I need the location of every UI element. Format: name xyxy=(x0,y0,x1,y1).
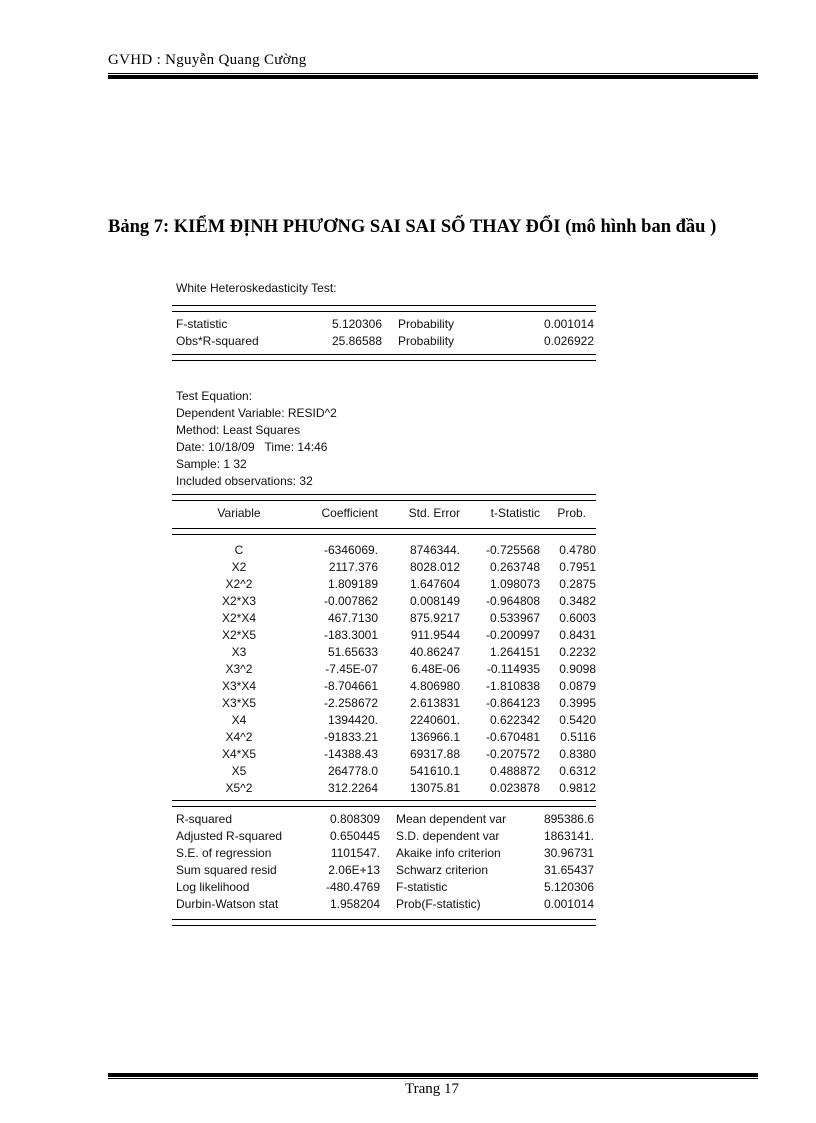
variable-cell: X2*X5 xyxy=(221,628,257,642)
summary-label-right: Prob(F-statistic) xyxy=(396,897,481,911)
prob-cell: 0.0879 xyxy=(559,679,596,693)
test-statistics xyxy=(172,316,596,350)
prob-cell: 0.5116 xyxy=(560,730,596,744)
summary-label: Adjusted R-squared xyxy=(176,829,283,843)
t-statistic-cell: -0.670481 xyxy=(485,730,540,744)
std-error-cell: 8028.012 xyxy=(409,560,460,574)
stat-row xyxy=(172,333,596,350)
variable-cell: X3 xyxy=(231,645,247,659)
coefficient-cell: -8.704661 xyxy=(323,679,378,693)
header-rule xyxy=(108,73,758,79)
summary-value: -480.4769 xyxy=(325,880,380,894)
summary-row xyxy=(172,896,596,913)
t-statistic-cell: -0.200997 xyxy=(485,628,540,642)
t-statistic-cell: 0.263748 xyxy=(489,560,540,574)
double-rule xyxy=(172,528,596,535)
std-error-cell: 4.806980 xyxy=(409,679,460,693)
t-statistic-cell: -0.864123 xyxy=(485,696,540,710)
t-statistic-cell: 1.264151 xyxy=(489,645,540,659)
summary-label: Sum squared resid xyxy=(176,863,277,877)
prob-cell: 0.6312 xyxy=(559,764,596,778)
info-test-equation: Test Equation: xyxy=(176,389,253,403)
summary-row xyxy=(172,862,596,879)
prob-label: Probability xyxy=(398,317,455,331)
t-statistic-cell: 0.622342 xyxy=(489,713,540,727)
std-error-cell: 0.008149 xyxy=(409,594,460,608)
prob-cell: 0.3482 xyxy=(559,594,596,608)
table-row xyxy=(172,627,596,644)
prob-cell: 0.8380 xyxy=(559,747,596,761)
table-row xyxy=(172,678,596,695)
coefficient-cell: -7.45E-07 xyxy=(325,662,378,676)
summary-row xyxy=(172,879,596,896)
variable-cell: X3*X4 xyxy=(221,679,257,693)
coefficient-cell: 1394420. xyxy=(327,713,378,727)
table-row xyxy=(172,746,596,763)
summary-value-right: 1863141. xyxy=(543,829,594,843)
page-number: Trang 17 xyxy=(404,1081,460,1097)
prob-cell: 0.7951 xyxy=(559,560,596,574)
info-dependent-variable: Dependent Variable: RESID^2 xyxy=(176,406,337,420)
t-statistic-cell: -0.207572 xyxy=(485,747,540,761)
t-statistic-cell: 0.023878 xyxy=(489,781,540,795)
prob-cell: 0.6003 xyxy=(559,611,596,625)
summary-row xyxy=(172,845,596,862)
prob-value: 0.001014 xyxy=(543,317,594,331)
prob-cell: 0.9812 xyxy=(559,781,596,795)
variable-cell: X2 xyxy=(231,560,247,574)
t-statistic-cell: -1.810838 xyxy=(485,679,540,693)
table-row xyxy=(172,763,596,780)
variable-cell: X4^2 xyxy=(225,730,253,744)
coefficient-header xyxy=(172,505,596,522)
summary-label-right: Schwarz criterion xyxy=(396,863,489,877)
regression-summary xyxy=(172,811,596,913)
summary-label: Log likelihood xyxy=(176,880,250,894)
col-std-error: Std. Error xyxy=(408,506,460,520)
eviews-output xyxy=(172,280,596,926)
table-row xyxy=(172,610,596,627)
info-sample: Sample: 1 32 xyxy=(176,457,247,471)
variable-cell: X2*X3 xyxy=(221,594,257,608)
variable-cell: X2^2 xyxy=(225,577,253,591)
summary-value-right: 895386.6 xyxy=(543,812,594,826)
double-rule xyxy=(172,919,596,926)
stat-label: Obs*R-squared xyxy=(176,334,259,348)
std-error-cell: 69317.88 xyxy=(409,747,460,761)
summary-value-right: 0.001014 xyxy=(543,897,594,911)
summary-value: 2.06E+13 xyxy=(328,863,380,877)
footer-rule xyxy=(108,1073,758,1079)
summary-value-right: 30.96731 xyxy=(543,846,594,860)
prob-cell: 0.4780 xyxy=(559,543,596,557)
summary-label-right: F-statistic xyxy=(396,880,448,894)
summary-value: 0.808309 xyxy=(329,812,380,826)
double-rule xyxy=(172,354,596,361)
info-date: Date: 10/18/09 Time: 14:46 xyxy=(176,440,328,454)
col-t-statistic: t-Statistic xyxy=(490,506,540,520)
t-statistic-cell: 1.098073 xyxy=(489,577,540,591)
page-header: GVHD : Nguyễn Quang Cường xyxy=(108,52,307,68)
prob-value: 0.026922 xyxy=(543,334,594,348)
coefficient-cell: 51.65633 xyxy=(327,645,378,659)
variable-cell: X2*X4 xyxy=(221,611,257,625)
info-method: Method: Least Squares xyxy=(176,423,301,437)
t-statistic-cell: 0.533967 xyxy=(489,611,540,625)
coefficient-cell: 467.7130 xyxy=(327,611,378,625)
std-error-cell: 13075.81 xyxy=(409,781,460,795)
coefficient-cell: 312.2264 xyxy=(327,781,378,795)
summary-row xyxy=(172,828,596,845)
coefficient-cell: -6346069. xyxy=(323,543,378,557)
std-error-cell: 136966.1 xyxy=(409,730,460,744)
t-statistic-cell: -0.725568 xyxy=(485,543,540,557)
prob-label: Probability xyxy=(398,334,455,348)
summary-value: 0.650445 xyxy=(329,829,380,843)
coefficient-cell: -0.007862 xyxy=(323,594,378,608)
summary-label: Durbin-Watson stat xyxy=(176,897,279,911)
stat-value: 5.120306 xyxy=(331,317,382,331)
t-statistic-cell: -0.114935 xyxy=(486,662,540,676)
std-error-cell: 8746344. xyxy=(409,543,460,557)
col-coefficient: Coefficient xyxy=(321,506,378,520)
coefficient-table xyxy=(172,542,596,797)
coefficient-cell: -2.258672 xyxy=(323,696,378,710)
std-error-cell: 1.647604 xyxy=(409,577,460,591)
std-error-cell: 2.613831 xyxy=(409,696,460,710)
info-observations: Included observations: 32 xyxy=(176,474,313,488)
table-row xyxy=(172,593,596,610)
equation-info xyxy=(172,361,596,494)
double-rule xyxy=(172,305,596,312)
table-row xyxy=(172,729,596,746)
variable-cell: X3*X5 xyxy=(221,696,257,710)
prob-cell: 0.8431 xyxy=(559,628,596,642)
summary-value-right: 5.120306 xyxy=(543,880,594,894)
table-row xyxy=(172,661,596,678)
summary-row xyxy=(172,811,596,828)
summary-value-right: 31.65437 xyxy=(543,863,594,877)
coefficient-cell: -91833.21 xyxy=(323,730,378,744)
stat-label: F-statistic xyxy=(176,317,228,331)
variable-cell: X5 xyxy=(231,764,247,778)
std-error-cell: 2240601. xyxy=(409,713,460,727)
prob-cell: 0.3995 xyxy=(559,696,596,710)
summary-label-right: Akaike info criterion xyxy=(396,846,501,860)
table-row xyxy=(172,712,596,729)
t-statistic-cell: -0.964808 xyxy=(485,594,540,608)
summary-value: 1101547. xyxy=(330,846,380,860)
std-error-cell: 40.86247 xyxy=(409,645,460,659)
table-title: Bảng 7: KIỂM ĐỊNH PHƯƠNG SAI SAI SỐ THAY ĐỔI (mô hình ban đầu ) xyxy=(108,217,717,237)
summary-label-right: S.D. dependent var xyxy=(396,829,500,843)
std-error-cell: 875.9217 xyxy=(409,611,460,625)
summary-value: 1.958204 xyxy=(329,897,380,911)
coefficient-cell: 2117.376 xyxy=(328,560,378,574)
double-rule xyxy=(172,494,596,501)
table-row xyxy=(172,576,596,593)
double-rule xyxy=(172,800,596,807)
variable-cell: X4*X5 xyxy=(221,747,257,761)
std-error-cell: 541610.1 xyxy=(409,764,460,778)
test-caption: White Heteroskedasticity Test: xyxy=(176,281,337,295)
table-row xyxy=(172,695,596,712)
variable-cell: X5^2 xyxy=(225,781,253,795)
variable-cell: X3^2 xyxy=(225,662,253,676)
table-row xyxy=(172,559,596,576)
summary-label-right: Mean dependent var xyxy=(396,812,507,826)
prob-cell: 0.2875 xyxy=(559,577,596,591)
prob-cell: 0.9098 xyxy=(559,662,596,676)
summary-label: R-squared xyxy=(176,812,233,826)
table-row xyxy=(172,542,596,559)
variable-cell: C xyxy=(234,543,244,557)
std-error-cell: 6.48E-06 xyxy=(411,662,460,676)
t-statistic-cell: 0.488872 xyxy=(489,764,540,778)
col-variable: Variable xyxy=(217,506,261,520)
prob-cell: 0.5420 xyxy=(559,713,596,727)
variable-cell: X4 xyxy=(231,713,247,727)
col-prob: Prob. xyxy=(557,506,586,520)
coefficient-cell: -183.3001 xyxy=(323,628,378,642)
std-error-cell: 911.9544 xyxy=(410,628,460,642)
stat-value: 25.86588 xyxy=(331,334,382,348)
table-row xyxy=(172,644,596,661)
summary-label: S.E. of regression xyxy=(176,846,272,860)
coefficient-cell: 264778.0 xyxy=(327,764,378,778)
coefficient-cell: -14388.43 xyxy=(323,747,378,761)
stat-row xyxy=(172,316,596,333)
coefficient-cell: 1.809189 xyxy=(327,577,378,591)
table-row xyxy=(172,780,596,797)
prob-cell: 0.2232 xyxy=(559,645,596,659)
